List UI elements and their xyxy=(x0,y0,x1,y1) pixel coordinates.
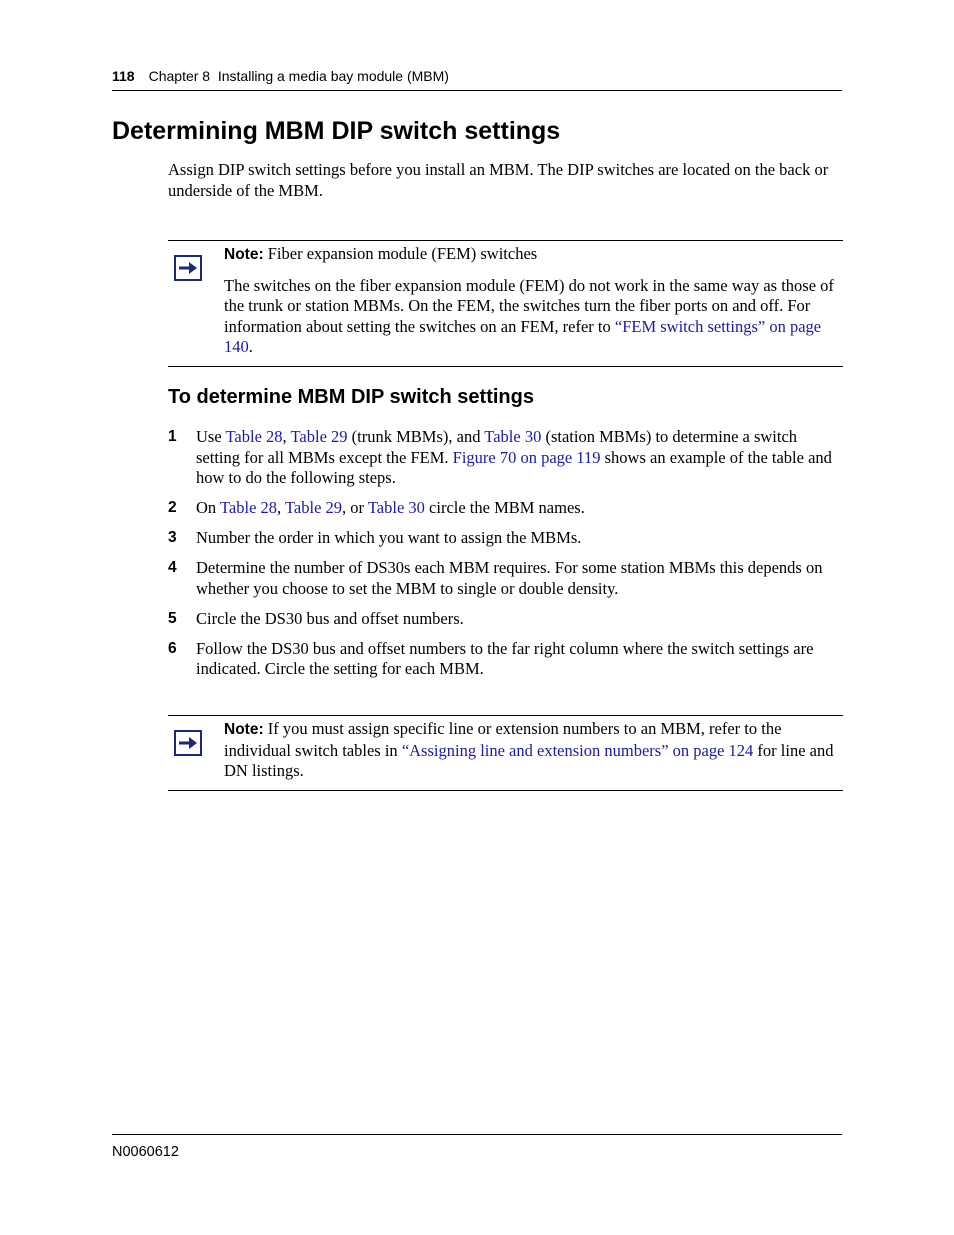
step-1 xyxy=(168,427,843,489)
step-text: Use xyxy=(196,427,226,446)
step-6 xyxy=(168,639,843,680)
step-text: On xyxy=(196,498,220,517)
link-table-29[interactable]: Table 29 xyxy=(290,427,348,446)
step-text: , xyxy=(282,427,291,446)
step-3 xyxy=(168,528,843,549)
note-fem-switches xyxy=(168,240,843,367)
right-arrow-icon xyxy=(174,730,202,756)
note-label: Note: xyxy=(224,246,264,263)
link-assigning-line-extension[interactable]: “Assigning line and extension numbers” on page 124 xyxy=(401,740,754,760)
step-text: (trunk MBMs), and xyxy=(347,427,485,446)
procedure-heading: To determine MBM DIP switch settings xyxy=(168,386,534,408)
step-text: , xyxy=(277,498,285,517)
step-number: 2 xyxy=(168,499,177,516)
step-number: 4 xyxy=(168,559,177,576)
step-number: 6 xyxy=(168,639,177,657)
step-number: 3 xyxy=(168,529,177,546)
step-text: Follow the DS30 bus and offset numbers to the far right column where the switch settings are indicated. Circle the setting for each MBM. xyxy=(196,638,814,678)
page-header xyxy=(112,68,842,91)
link-fem-switch-settings[interactable]: “FEM switch settings” on page 140 xyxy=(224,316,822,356)
link-table-28[interactable]: Table 28 xyxy=(220,498,278,517)
note-text-end: . xyxy=(248,337,253,356)
page-title: Determining MBM DIP switch settings xyxy=(112,117,561,145)
step-number: 5 xyxy=(168,609,177,627)
note-text xyxy=(224,276,843,358)
chapter-title: Chapter 8 Installing a media bay module (MBM) xyxy=(148,68,449,84)
link-table-29[interactable]: Table 29 xyxy=(285,498,343,517)
step-text: , or xyxy=(342,498,368,517)
step-text: shows an example of the table and how to do the following steps. xyxy=(196,447,832,487)
link-table-30[interactable]: Table 30 xyxy=(367,498,425,517)
step-text: Circle the DS30 bus and offset numbers. xyxy=(196,608,464,628)
note-text-body: The switches on the fiber expansion module (FEM) do not work in the same way as those of the trunk or station MBMs. On the FEM, the switches turn the fiber ports on and off. For information about setting the switches on an FEM, refer to xyxy=(224,275,834,336)
step-number: 1 xyxy=(168,428,177,445)
step-text: Determine the number of DS30s each MBM requires. For some station MBMs this depends on whether you choose to set the MBM to single or double density. xyxy=(196,558,823,598)
step-text: Number the order in which you want to assign the MBMs. xyxy=(196,528,582,547)
note-text xyxy=(224,719,843,782)
step-text: circle the MBM names. xyxy=(424,498,585,517)
note-heading-text: Fiber expansion module (FEM) switches xyxy=(263,244,538,263)
step-4 xyxy=(168,558,843,599)
note-text-body: If you must assign specific line or extension numbers to an MBM, refer to the individual switch tables in xyxy=(224,719,782,760)
step-2 xyxy=(168,498,843,519)
link-figure-70[interactable]: Figure 70 on page 119 xyxy=(452,447,601,467)
note-assign-numbers xyxy=(168,715,843,791)
intro-paragraph: Assign DIP switch settings before you install an MBM. The DIP switches are located on the back or underside of the MBM. xyxy=(168,160,829,200)
procedure-steps xyxy=(168,427,843,689)
note-text-end: for line and DN listings. xyxy=(224,740,834,780)
right-arrow-icon xyxy=(174,255,202,281)
page-footer xyxy=(112,1134,842,1160)
note-body xyxy=(224,719,843,782)
page-number: 118 xyxy=(112,68,135,84)
step-text: (station MBMs) to determine a switch setting for all MBMs except the FEM. xyxy=(196,427,798,467)
note-label: Note: xyxy=(224,721,264,738)
step-5 xyxy=(168,609,843,630)
note-heading xyxy=(224,244,843,266)
link-table-30[interactable]: Table 30 xyxy=(484,427,542,446)
link-table-28[interactable]: Table 28 xyxy=(225,427,283,446)
document-id: N0060612 xyxy=(112,1144,179,1160)
note-body xyxy=(224,244,843,358)
